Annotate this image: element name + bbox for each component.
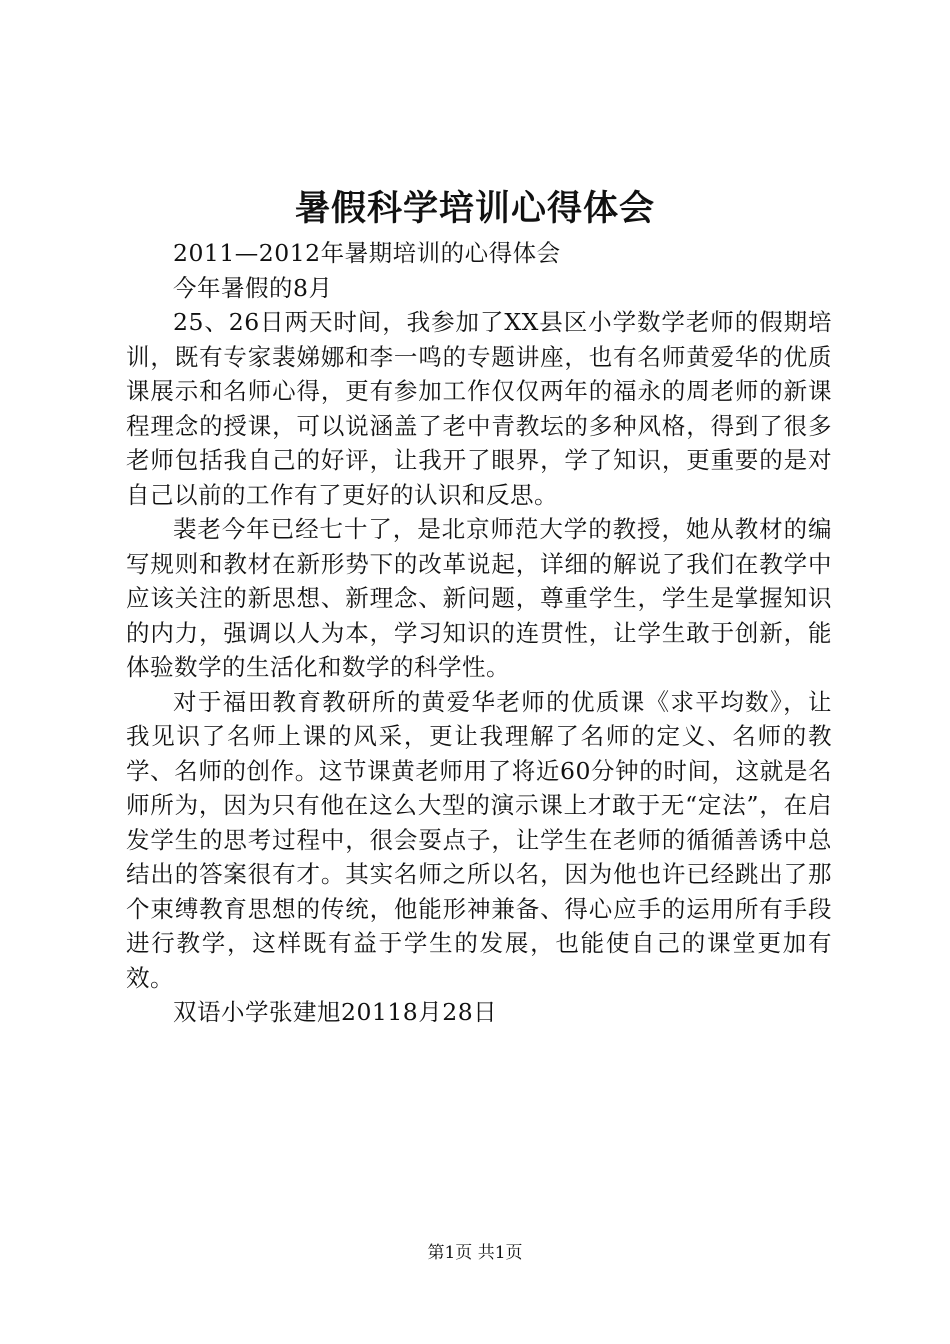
document-title: 暑假科学培训心得体会 [294, 188, 655, 229]
body-paragraph-master-teacher: 对于福田教育教研所的黄爱华老师的优质课《求平均数》，让我见识了名师上课的风采，更让我理解了名师的定义、名师的教学、名师的创作。这节课黄老师用了将近60分钟的时间，这就是名师所为，因为只有他在这么大型的演示课上才敢于无“定法”，在启发学生的思考过程中，很会耍点子，让学生在老师的循循善诱中总结出的答案很有才。其实名师之所以名，因为他也许已经跳出了那个束缚教育思想的传统，他能形神兼备、得心应手的运用所有手段进行教学，这样既有益于学生的发展，也能使自己的课堂更加有效。 [126, 687, 832, 992]
body-paragraph-professor: 裴老今年已经七十了，是北京师范大学的教授，她从教材的编写规则和教材在新形势下的改革说起，详细的解说了我们在教学中应该关注的新思想、新理念、新问题，尊重学生，学生是掌握知识的内力，强调以人为本，学习知识的连贯性，让学生敢于创新，能体验数学的生活化和数学的科学性。 [126, 515, 832, 681]
subtitle-paragraph: 2011—2012年暑期培训的心得体会 [173, 239, 561, 267]
body-paragraph-training: 25、26日两天时间，我参加了XX县区小学数学老师的假期培训，既有专家裴娣娜和李一鸣的专题讲座，也有名师黄爱华的优质课展示和名师心得，更有参加工作仅仅两年的福永的周老师的新课程理念的授课，可以说涵盖了老中青教坛的多种风格，得到了很多老师包括我自己的好评，让我开了眼界，学了知识，更重要的是对自己以前的工作有了更好的认识和反思。 [126, 308, 832, 509]
page-footer: 第1页 共1页 [427, 1243, 523, 1263]
signature-paragraph: 双语小学张建旭20118月28日 [173, 998, 498, 1026]
date-intro-paragraph: 今年暑假的8月 [173, 273, 333, 302]
document-body [126, 236, 832, 1030]
